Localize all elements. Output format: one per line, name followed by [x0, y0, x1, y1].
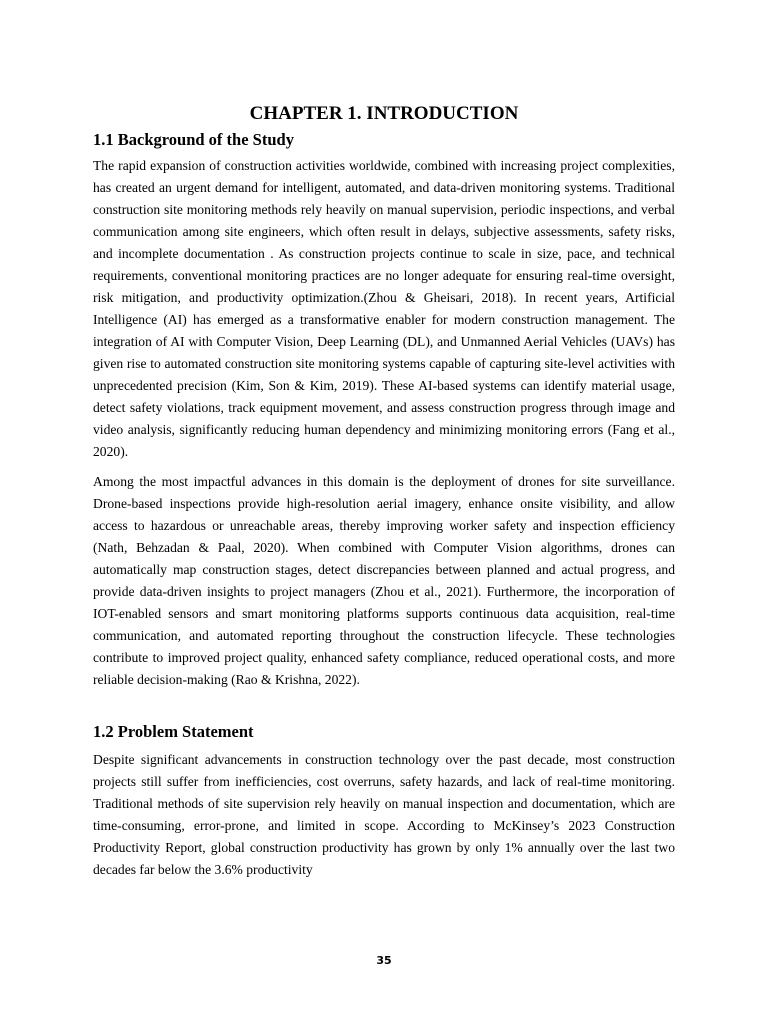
page-number: 35: [376, 954, 392, 967]
section-heading-problem-statement: 1.2 Problem Statement: [93, 722, 254, 741]
section-heading-background: 1.1 Background of the Study: [93, 130, 294, 149]
page-content: [93, 102, 675, 889]
paragraph-problem-statement-1: Despite significant advancements in construction technology over the past decade, most construction projects still suffer from inefficiencies, cost overruns, safety hazards, and lack of real-time monitoring. Traditional methods of site supervision rely heavily on manual inspection and documentation, which are time-consuming, error-prone, and limited in scope. According to McKinsey’s 2023 Construction Productivity Report, global construction productivity has grown by only 1% annually over the last two decades far below the 3.6% productivity: [93, 752, 675, 877]
chapter-title: CHAPTER 1. INTRODUCTION: [249, 103, 519, 124]
paragraph-background-1: The rapid expansion of construction activities worldwide, combined with increasing project complexities, has created an urgent demand for intelligent, automated, and data-driven monitoring systems. Traditional construction site monitoring methods rely heavily on manual supervision, periodic inspections, and verbal communication among site engineers, which often result in delays, subjective assessments, safety risks, and incomplete documentation . As construction projects continue to scale in size, pace, and technical requirements, conventional monitoring practices are no longer adequate for ensuring real-time oversight, risk mitigation, and productivity optimization.(Zhou & Gheisari, 2018). In recent years, Artificial Intelligence (AI) has emerged as a transformative enabler for modern construction management. The integration of AI with Computer Vision, Deep Learning (DL), and Unmanned Aerial Vehicles (UAVs) has given rise to automated construction site monitoring systems capable of capturing site-level activities with unprecedented precision (Kim, Son & Kim, 2019). These AI-based systems can identify material usage, detect safety violations, track equipment movement, and assess construction progress through image and video analysis, significantly reducing human dependency and minimizing monitoring errors (Fang et al., 2020).: [93, 158, 675, 459]
paragraph-background-2: Among the most impactful advances in this domain is the deployment of drones for site surveillance. Drone-based inspections provide high-resolution aerial imagery, enhance onsite visibility, and allow access to hazardous or unreachable areas, thereby improving worker safety and inspection efficiency (Nath, Behzadan & Paal, 2020). When combined with Computer Vision algorithms, drones can automatically map construction stages, detect discrepancies between planned and actual progress, and provide data-driven insights to project managers (Zhou et al., 2021). Furthermore, the incorporation of IOT-enabled sensors and smart monitoring platforms supports continuous data acquisition, real-time communication, and automated reporting throughout the construction lifecycle. These technologies contribute to improved project quality, enhanced safety compliance, reduced operational costs, and more reliable decision-making (Rao & Krishna, 2022).: [93, 474, 675, 687]
